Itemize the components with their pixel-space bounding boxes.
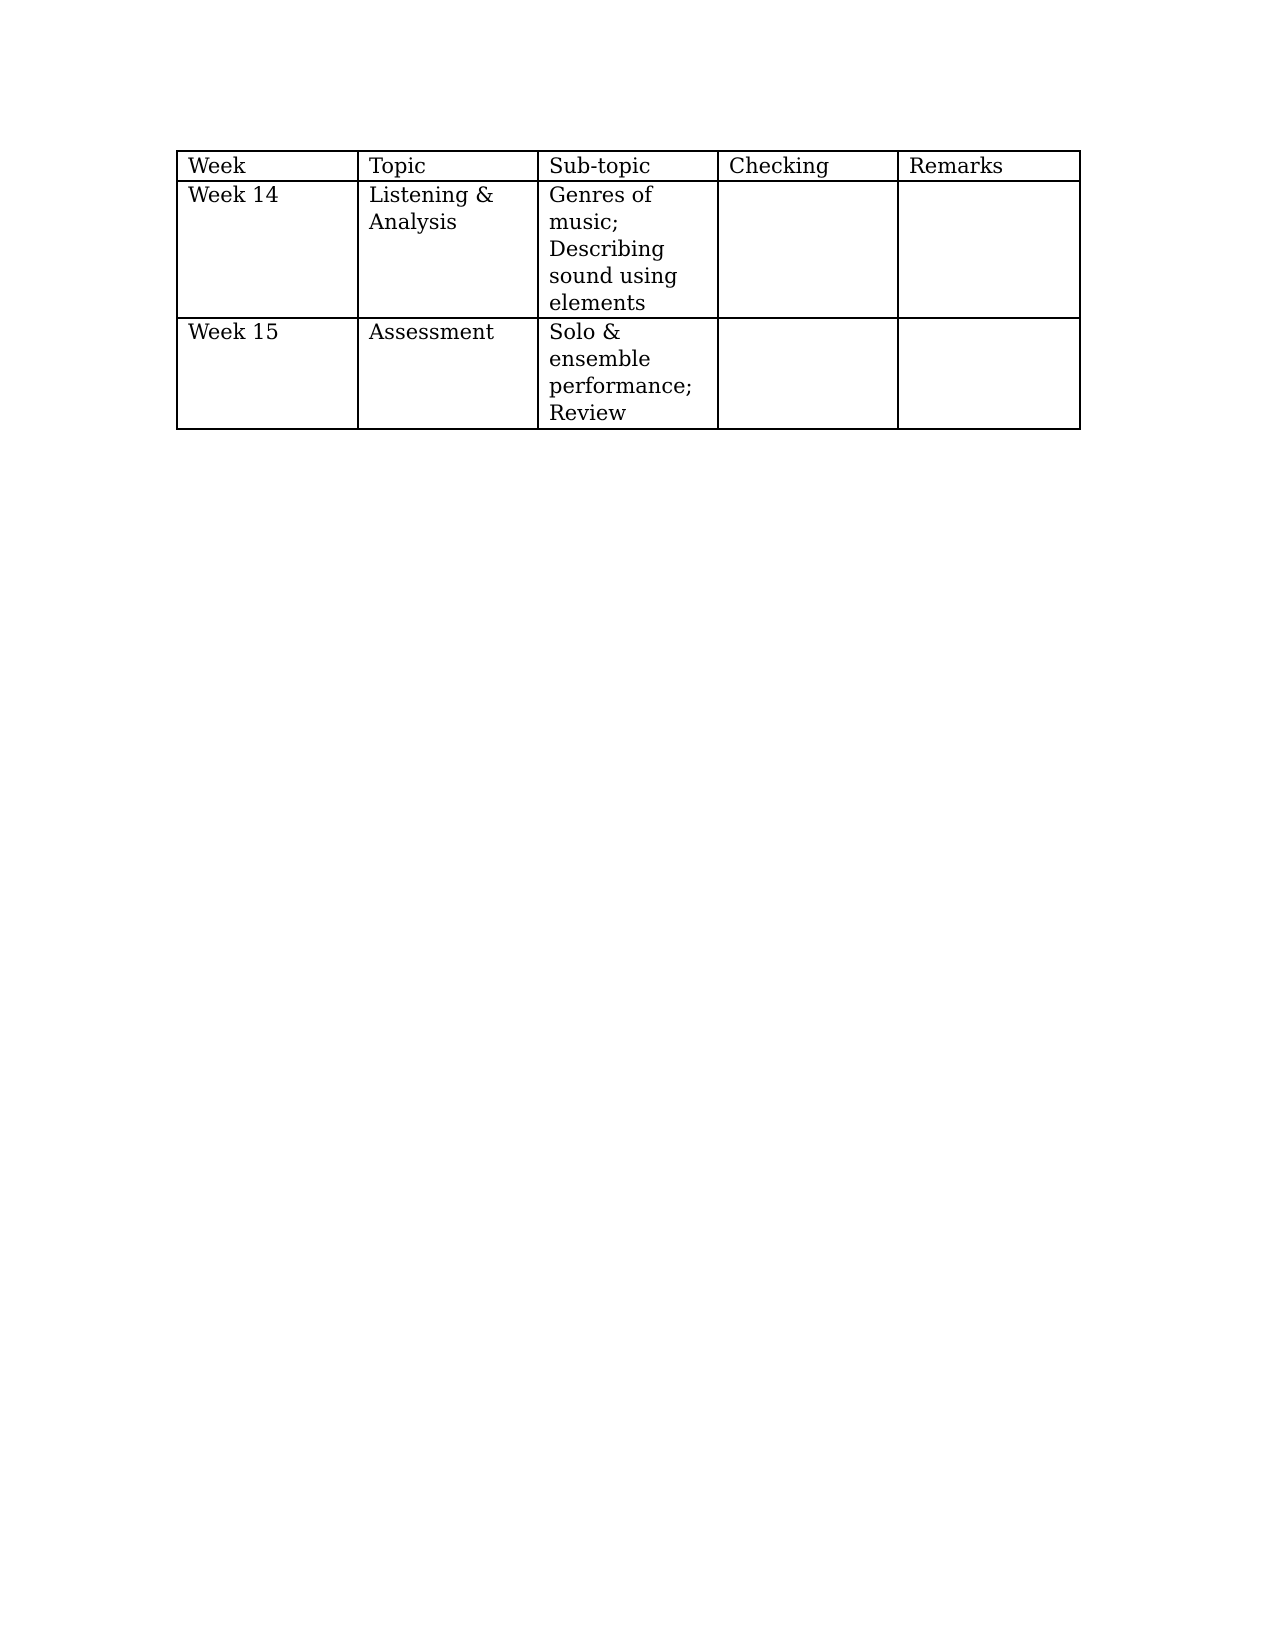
remarks-cell — [898, 181, 1080, 318]
header-subtopic: Sub-topic — [538, 151, 718, 181]
topic-cell — [358, 181, 538, 318]
checking-cell — [718, 181, 898, 318]
table-header-row — [177, 151, 1080, 181]
header-checking: Checking — [718, 151, 898, 181]
subtopic-text: Solo & ensemble performance; Review — [549, 320, 693, 425]
subtopic-cell — [538, 181, 718, 318]
topic-cell — [358, 318, 538, 429]
table-row — [177, 181, 1080, 318]
checking-cell — [718, 318, 898, 429]
week-cell — [177, 181, 358, 318]
week-cell — [177, 318, 358, 429]
header-remarks: Remarks — [898, 151, 1080, 181]
header-week: Week — [177, 151, 358, 181]
week-text: Week 14 — [188, 183, 279, 207]
header-topic: Topic — [358, 151, 538, 181]
remarks-cell — [898, 318, 1080, 429]
topic-text: Listening & Analysis — [369, 183, 494, 234]
subtopic-cell — [538, 318, 718, 429]
table-row — [177, 318, 1080, 429]
weekly-schedule-table — [176, 150, 1081, 430]
week-text: Week 15 — [188, 320, 279, 344]
topic-text: Assessment — [369, 320, 495, 344]
subtopic-text: Genres of music; Describing sound using elements — [549, 183, 678, 315]
